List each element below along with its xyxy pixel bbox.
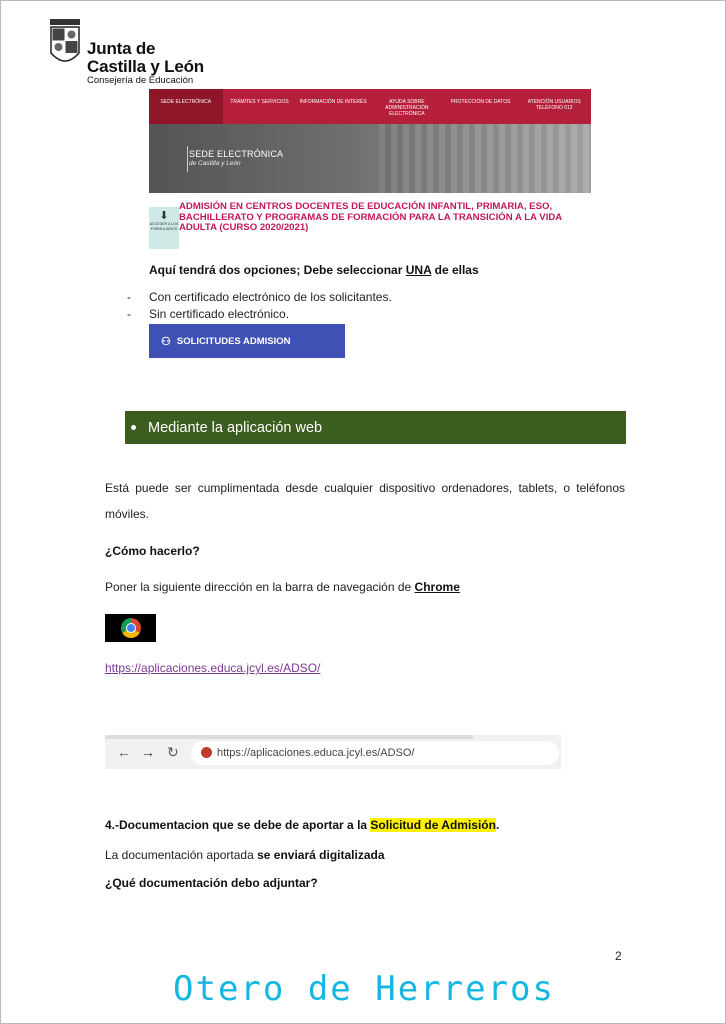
divider <box>187 146 188 172</box>
section-4-prefix: 4.-Documentacion que se debe de aportar a la <box>105 818 371 832</box>
admision-title: ADMISIÓN EN CENTROS DOCENTES DE EDUCACIÓN INFANTIL, PRIMARIA, ESO, BACHILLERATO Y PROGRAMAS DE FORMACIÓN PARA LA TRANSICIÓN A LA VIDA ADULTA (CURSO 2020/2021) <box>179 201 562 233</box>
url-text: https://aplicaciones.educa.jcyl.es/ADSO/ <box>217 747 415 759</box>
page-number: 2 <box>615 949 622 963</box>
sede-nav-item[interactable]: AYUDA SOBRE ADMINISTRACIÓN ELECTRÓNICA <box>385 99 429 117</box>
sede-nav-item[interactable]: SEDE ELECTRÓNICA <box>149 89 223 124</box>
site-favicon-icon <box>201 747 212 758</box>
adso-link[interactable]: https://aplicaciones.educa.jcyl.es/ADSO/ <box>105 661 321 675</box>
sede-hero-banner <box>149 124 591 193</box>
coat-of-arms-icon <box>47 17 83 71</box>
solicitudes-admision-button[interactable] <box>149 324 345 358</box>
sede-electronica-screenshot <box>149 89 591 193</box>
signature-watermark: Otero de Herreros <box>173 969 555 1009</box>
list-item-text: Sin certificado electrónico. <box>149 307 290 321</box>
documentation-prefix: La documentación aportada <box>105 848 258 862</box>
list-item: - Con certificado electrónico de los solicitantes. <box>127 290 392 304</box>
webapp-paragraph: Está puede ser cumplimentada desde cualquier dispositivo ordenadores, tablets, o teléfonos móviles. <box>105 481 625 521</box>
section-4-heading <box>105 818 499 832</box>
sede-nav-item[interactable]: TRÁMITES Y SERVICIOS <box>230 99 289 105</box>
back-arrow-icon[interactable]: ← <box>117 744 131 760</box>
sede-subtitle: de Castilla y León <box>189 160 241 167</box>
logo-title-line1: Junta de <box>87 39 156 58</box>
browser-tab-strip <box>105 735 473 739</box>
sede-nav-bar <box>149 89 591 124</box>
download-icon: ⬇ <box>159 210 169 222</box>
section-heading: Mediante la aplicación web <box>148 419 323 436</box>
chrome-emphasis: Chrome <box>414 580 460 594</box>
sede-nav-item[interactable]: PROTECCIÓN DE DATOS <box>450 99 511 105</box>
chrome-logo-box <box>105 614 156 642</box>
instruction-line <box>105 574 625 600</box>
laptop-image <box>379 124 591 193</box>
sede-title: SEDE ELECTRÓNICA <box>189 149 284 159</box>
bullet-icon <box>131 425 136 430</box>
options-heading-suffix: de ellas <box>431 263 479 277</box>
forward-arrow-icon[interactable]: → <box>141 744 155 760</box>
browser-address-bar <box>105 735 561 769</box>
section-heading-band <box>125 411 626 444</box>
download-forms-label: ACCEDER A LOS FORMULARIOS <box>149 222 179 231</box>
list-item-text: Con certificado electrónico de los solicitantes. <box>149 290 392 304</box>
people-icon: ⚇ <box>161 335 171 348</box>
sede-nav-item[interactable]: ATENCIÓN USUARIOS TELÉFONO 012 <box>527 99 581 111</box>
documentation-line <box>105 848 385 862</box>
reload-icon[interactable]: ↻ <box>167 744 179 760</box>
options-heading-emphasis: UNA <box>405 263 432 277</box>
options-heading-prefix: Aquí tendrá dos opciones; Debe seleccionar <box>149 263 406 277</box>
section-4-suffix: . <box>495 818 500 832</box>
documentation-question: ¿Qué documentación debo adjuntar? <box>105 876 318 890</box>
chrome-icon <box>121 618 141 638</box>
instruction-prefix: Poner la siguiente dirección en la barra de navegación de <box>105 580 415 594</box>
sede-nav-item[interactable]: INFORMACIÓN DE INTERÉS <box>299 99 367 105</box>
logo-title-line2: Castilla y León <box>87 57 204 76</box>
solicitudes-admision-label: SOLICITUDES ADMISION <box>176 335 291 347</box>
download-forms-button[interactable] <box>149 207 179 249</box>
options-heading <box>149 263 479 277</box>
logo-subtitle: Consejería de Educación <box>87 75 194 86</box>
list-item: - Sin certificado electrónico. <box>127 307 290 321</box>
how-heading: ¿Cómo hacerlo? <box>105 544 200 558</box>
documentation-bold: se enviará digitalizada <box>257 848 385 862</box>
junta-logo <box>47 17 247 87</box>
section-4-highlight: Solicitud de Admisión <box>370 818 496 832</box>
